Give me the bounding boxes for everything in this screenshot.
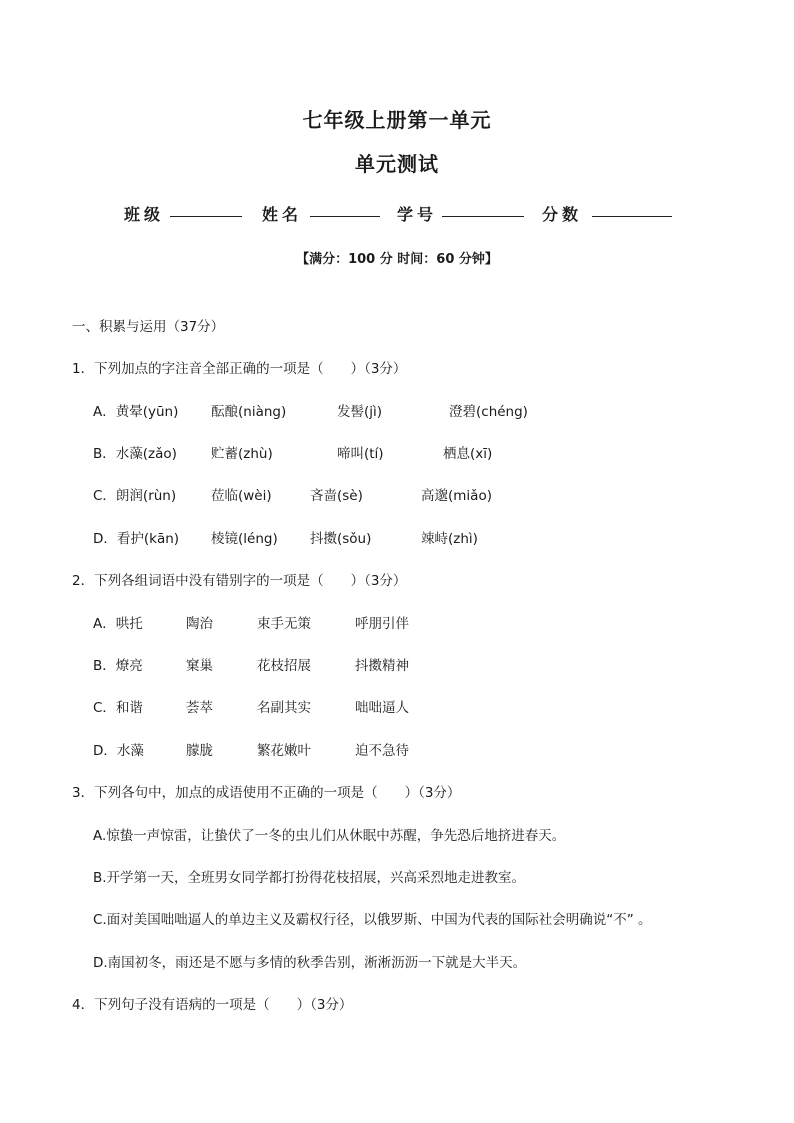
question-2-stem: 2．下列各组词语中没有错别字的一项是（ ）（3分） xyxy=(72,573,407,589)
number-label: 学号 xyxy=(397,205,438,224)
question-3-option-c: C.面对美国咄咄逼人的单边主义及霸权行径，以俄罗斯、中国为代表的国际社会明确说“不” 。 xyxy=(93,912,652,928)
option-item: 啼叫(tí) xyxy=(337,446,384,462)
number-blank[interactable] xyxy=(442,216,524,217)
page-subtitle: 单元测试 xyxy=(355,152,439,176)
page-title: 七年级上册第一单元 xyxy=(302,108,492,132)
option-item: B．燎亮 xyxy=(93,658,143,674)
question-3-stem: 3．下列各句中，加点的成语使用不正确的一项是（ ）（3分） xyxy=(72,785,461,801)
question-4-stem: 4．下列句子没有语病的一项是（ ）（3分） xyxy=(72,997,353,1013)
question-1-stem: 1．下列加点的字注音全部正确的一项是（ ）（3分） xyxy=(72,361,407,377)
section-heading: 一、积累与运用（37分） xyxy=(72,319,225,335)
question-3-option-a: A.惊蛰一声惊雷，让蛰伏了一冬的虫儿们从休眠中苏醒，争先恐后地挤进春天。 xyxy=(93,828,566,844)
class-blank[interactable] xyxy=(170,216,242,217)
option-item: D．看护(kān) xyxy=(93,531,180,547)
option-item: 棱镜(léng) xyxy=(211,531,278,547)
name-label: 姓名 xyxy=(262,205,303,224)
option-item: 发髻(jì) xyxy=(337,404,383,420)
option-item: D．水藻 xyxy=(93,743,144,759)
option-item: 高邈(miǎo) xyxy=(421,488,492,504)
option-item: 酝酿(niàng) xyxy=(211,404,287,420)
option-item: 窠巢 xyxy=(186,658,213,674)
option-item: 竦峙(zhì) xyxy=(421,531,478,547)
option-item: 呼朋引伴 xyxy=(355,616,409,632)
option-item: C．和谐 xyxy=(93,700,143,716)
score-time-note: 【满分：100 分 时间：60 分钟】 xyxy=(296,252,498,267)
score-label: 分数 xyxy=(542,205,583,224)
question-3-option-d: D.南国初冬，雨还是不愿与多情的秋季告别，淅淅沥沥一下就是大半天。 xyxy=(93,955,527,971)
option-item: 贮蓄(zhù) xyxy=(211,446,273,462)
option-item: 花枝招展 xyxy=(257,658,311,674)
option-item: 莅临(wèi) xyxy=(211,488,272,504)
option-item: 名副其实 xyxy=(257,700,311,716)
option-item: 澄碧(chéng) xyxy=(449,404,528,420)
option-item: C．朗润(rùn) xyxy=(93,488,177,504)
name-blank[interactable] xyxy=(310,216,380,217)
option-item: 束手无策 xyxy=(257,616,311,632)
option-item: 抖擞(sǒu) xyxy=(310,531,372,547)
option-item: A．黄晕(yūn) xyxy=(93,404,179,420)
score-blank[interactable] xyxy=(592,216,672,217)
option-item: 荟萃 xyxy=(186,700,213,716)
option-item: 繁花嫩叶 xyxy=(257,743,311,759)
option-item: 吝啬(sè) xyxy=(310,488,363,504)
option-item: 朦胧 xyxy=(186,743,213,759)
option-item: A．哄托 xyxy=(93,616,143,632)
class-label: 班级 xyxy=(124,205,165,224)
option-item: B．水藻(zǎo) xyxy=(93,446,177,462)
option-item: 陶治 xyxy=(186,616,213,632)
question-3-option-b: B.开学第一天，全班男女同学都打扮得花枝招展，兴高采烈地走进教室。 xyxy=(93,870,526,886)
option-item: 抖擞精神 xyxy=(355,658,409,674)
option-item: 迫不急待 xyxy=(355,743,409,759)
option-item: 咄咄逼人 xyxy=(355,700,409,716)
option-item: 栖息(xī) xyxy=(443,446,493,462)
